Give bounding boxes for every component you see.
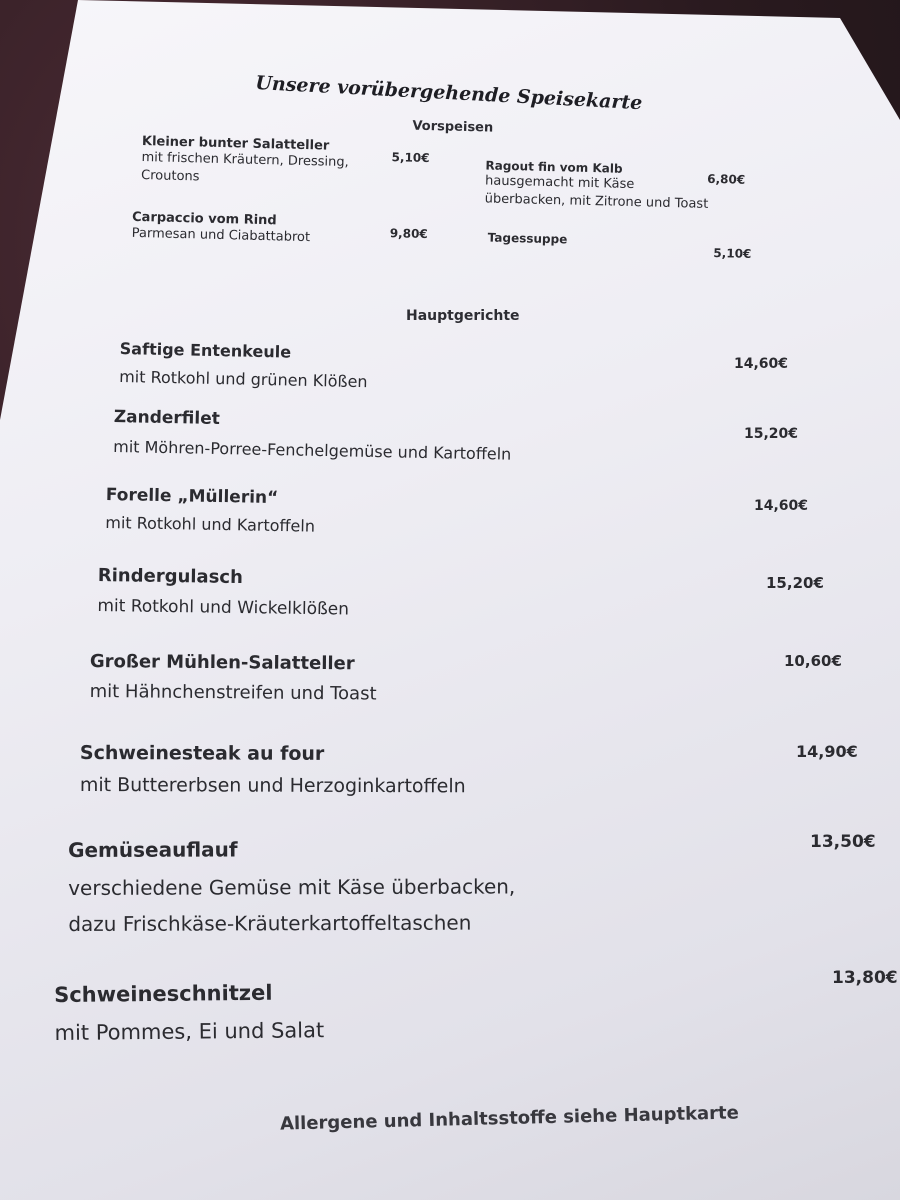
starter-name: Kleiner bunter Salatteller — [141, 134, 330, 154]
main-price: 13,50€ — [810, 832, 876, 852]
main-item — [97, 564, 349, 624]
starter-item — [131, 210, 310, 247]
starter-desc-line: überbacken, mit Zitrone und Toast — [484, 191, 709, 212]
starter-name: Carpaccio vom Rind — [131, 209, 277, 229]
main-desc-line: mit Pommes, Ei und Salat — [54, 1018, 325, 1045]
main-name: Forelle „Müllerin“ — [105, 484, 279, 509]
main-price: 13,80€ — [832, 968, 898, 988]
main-price: 14,90€ — [796, 742, 858, 761]
main-name: Gemüseauflauf — [68, 837, 238, 862]
mains-heading: Hauptgerichte — [406, 308, 520, 324]
main-name: Zanderfilet — [113, 406, 221, 430]
main-desc-line: mit Rotkohl und Kartoffeln — [105, 512, 316, 536]
main-price: 15,20€ — [744, 426, 799, 442]
main-price: 10,60€ — [784, 652, 842, 670]
starter-name: Tagessuppe — [487, 230, 568, 247]
starter-desc-line: hausgemacht mit Käse — [484, 173, 635, 193]
main-desc-line: mit Rotkohl und Wickelklößen — [97, 595, 350, 620]
main-desc-line: dazu Frischkäse-Kräuterkartoffeltaschen — [68, 910, 472, 936]
main-desc-line: verschiedene Gemüse mit Käse überbacken, — [68, 874, 516, 900]
main-item — [113, 406, 512, 468]
starter-item — [484, 158, 709, 213]
main-item — [119, 338, 368, 395]
main-price: 15,20€ — [766, 574, 824, 592]
main-item — [90, 650, 377, 709]
main-price: 14,60€ — [754, 498, 809, 514]
starters-heading: Vorspeisen — [412, 118, 494, 136]
starter-name: Ragout fin vom Kalb — [485, 158, 623, 176]
starter-price: 5,10€ — [713, 246, 752, 261]
main-desc-line: mit Buttererbsen und Herzoginkartoffeln — [79, 773, 466, 798]
main-item — [80, 740, 466, 801]
main-desc-line: mit Rotkohl und grünen Klößen — [118, 366, 368, 392]
menu-title: Unsere vorübergehende Speisekarte — [254, 72, 643, 115]
starter-item — [488, 231, 568, 247]
main-name: Schweinesteak au four — [79, 742, 325, 765]
main-name: Rindergulasch — [97, 564, 244, 589]
main-name: Großer Mühlen-Salatteller — [89, 650, 355, 675]
starter-desc-line: Parmesan und Ciabattabrot — [131, 225, 311, 246]
starters-section — [0, 0, 900, 319]
main-item — [68, 834, 515, 942]
starter-price: 6,80€ — [707, 171, 746, 187]
starter-price: 5,10€ — [391, 150, 430, 166]
starter-desc-line: Croutons — [140, 168, 200, 185]
starter-item — [141, 134, 349, 190]
main-item — [105, 484, 316, 540]
main-desc-line: mit Möhren-Porree-Fenchelgemüse und Kartoffeln — [113, 436, 512, 464]
allergen-note: Allergene und Inhaltsstoffe siehe Hauptkarte — [279, 1102, 740, 1135]
main-desc-line: mit Hähnchenstreifen und Toast — [89, 680, 377, 705]
starter-desc-line: mit frischen Kräutern, Dressing, — [141, 150, 349, 171]
main-name: Schweineschnitzel — [54, 980, 273, 1007]
main-price: 14,60€ — [734, 356, 789, 372]
starter-price: 9,80€ — [389, 226, 428, 242]
main-item — [54, 977, 324, 1050]
main-name: Saftige Entenkeule — [119, 338, 292, 362]
